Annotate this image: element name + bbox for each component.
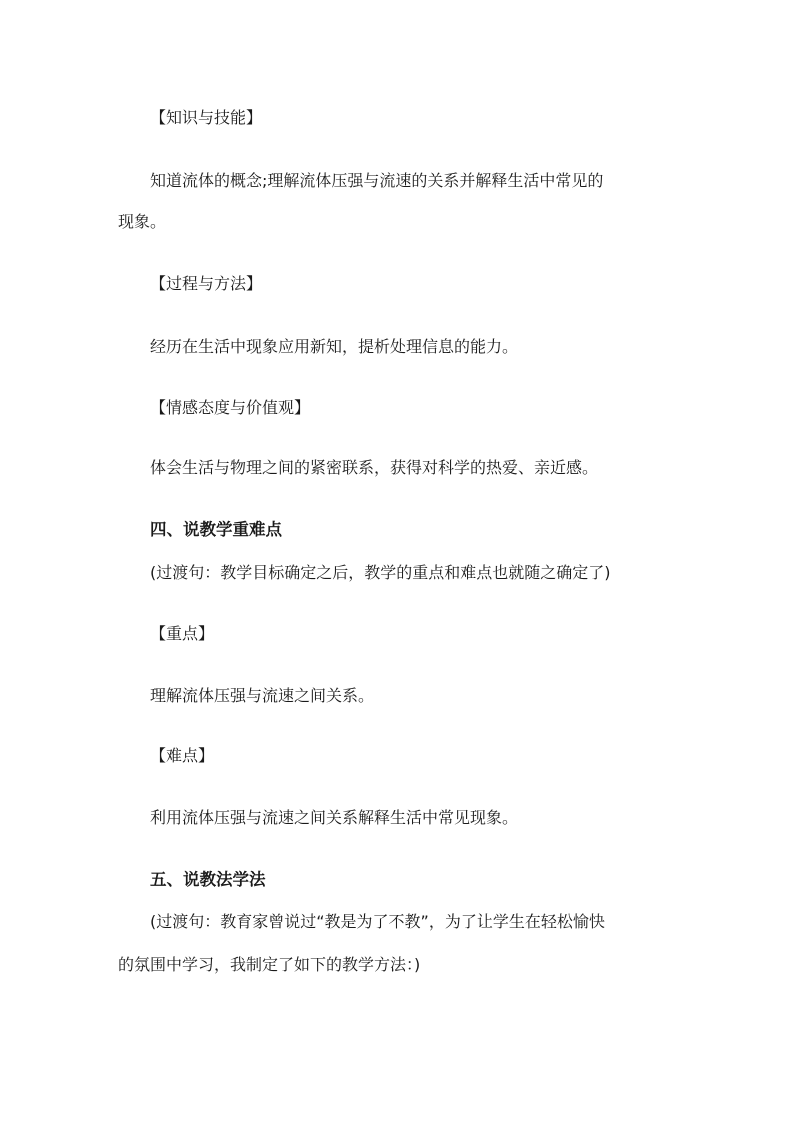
emotion-values-heading: 【情感态度与价值观】: [150, 398, 311, 417]
section-5-transition-line2: 的氛围中学习，我制定了如下的教学方法：): [118, 955, 421, 974]
knowledge-skills-heading: 【知识与技能】: [150, 108, 263, 127]
knowledge-skills-text-line1: 知道流体的概念;理解流体压强与流速的关系并解释生活中常见的: [150, 171, 604, 190]
section-4-heading: 四、说教学重难点: [150, 520, 282, 539]
process-method-text: 经历在生活中现象应用新知，提析处理信息的能力。: [150, 337, 519, 356]
section-4-transition: (过渡句：教学目标确定之后，教学的重点和难点也就随之确定了): [150, 563, 611, 582]
process-method-heading: 【过程与方法】: [150, 274, 263, 293]
section-5-transition-line1: (过渡句：教育家曾说过“教是为了不教”，为了让学生在轻松愉快: [150, 912, 605, 931]
section-5-heading: 五、说教法学法: [150, 870, 266, 889]
key-point-text: 理解流体压强与流速之间关系。: [150, 686, 375, 705]
emotion-values-text: 体会生活与物理之间的紧密联系，获得对科学的热爱、亲近感。: [150, 458, 599, 477]
key-point-heading: 【重点】: [150, 624, 215, 643]
knowledge-skills-text-line2: 现象。: [118, 212, 167, 231]
difficult-point-heading: 【难点】: [150, 746, 215, 765]
difficult-point-text: 利用流体压强与流速之间关系解释生活中常见现象。: [150, 808, 519, 827]
